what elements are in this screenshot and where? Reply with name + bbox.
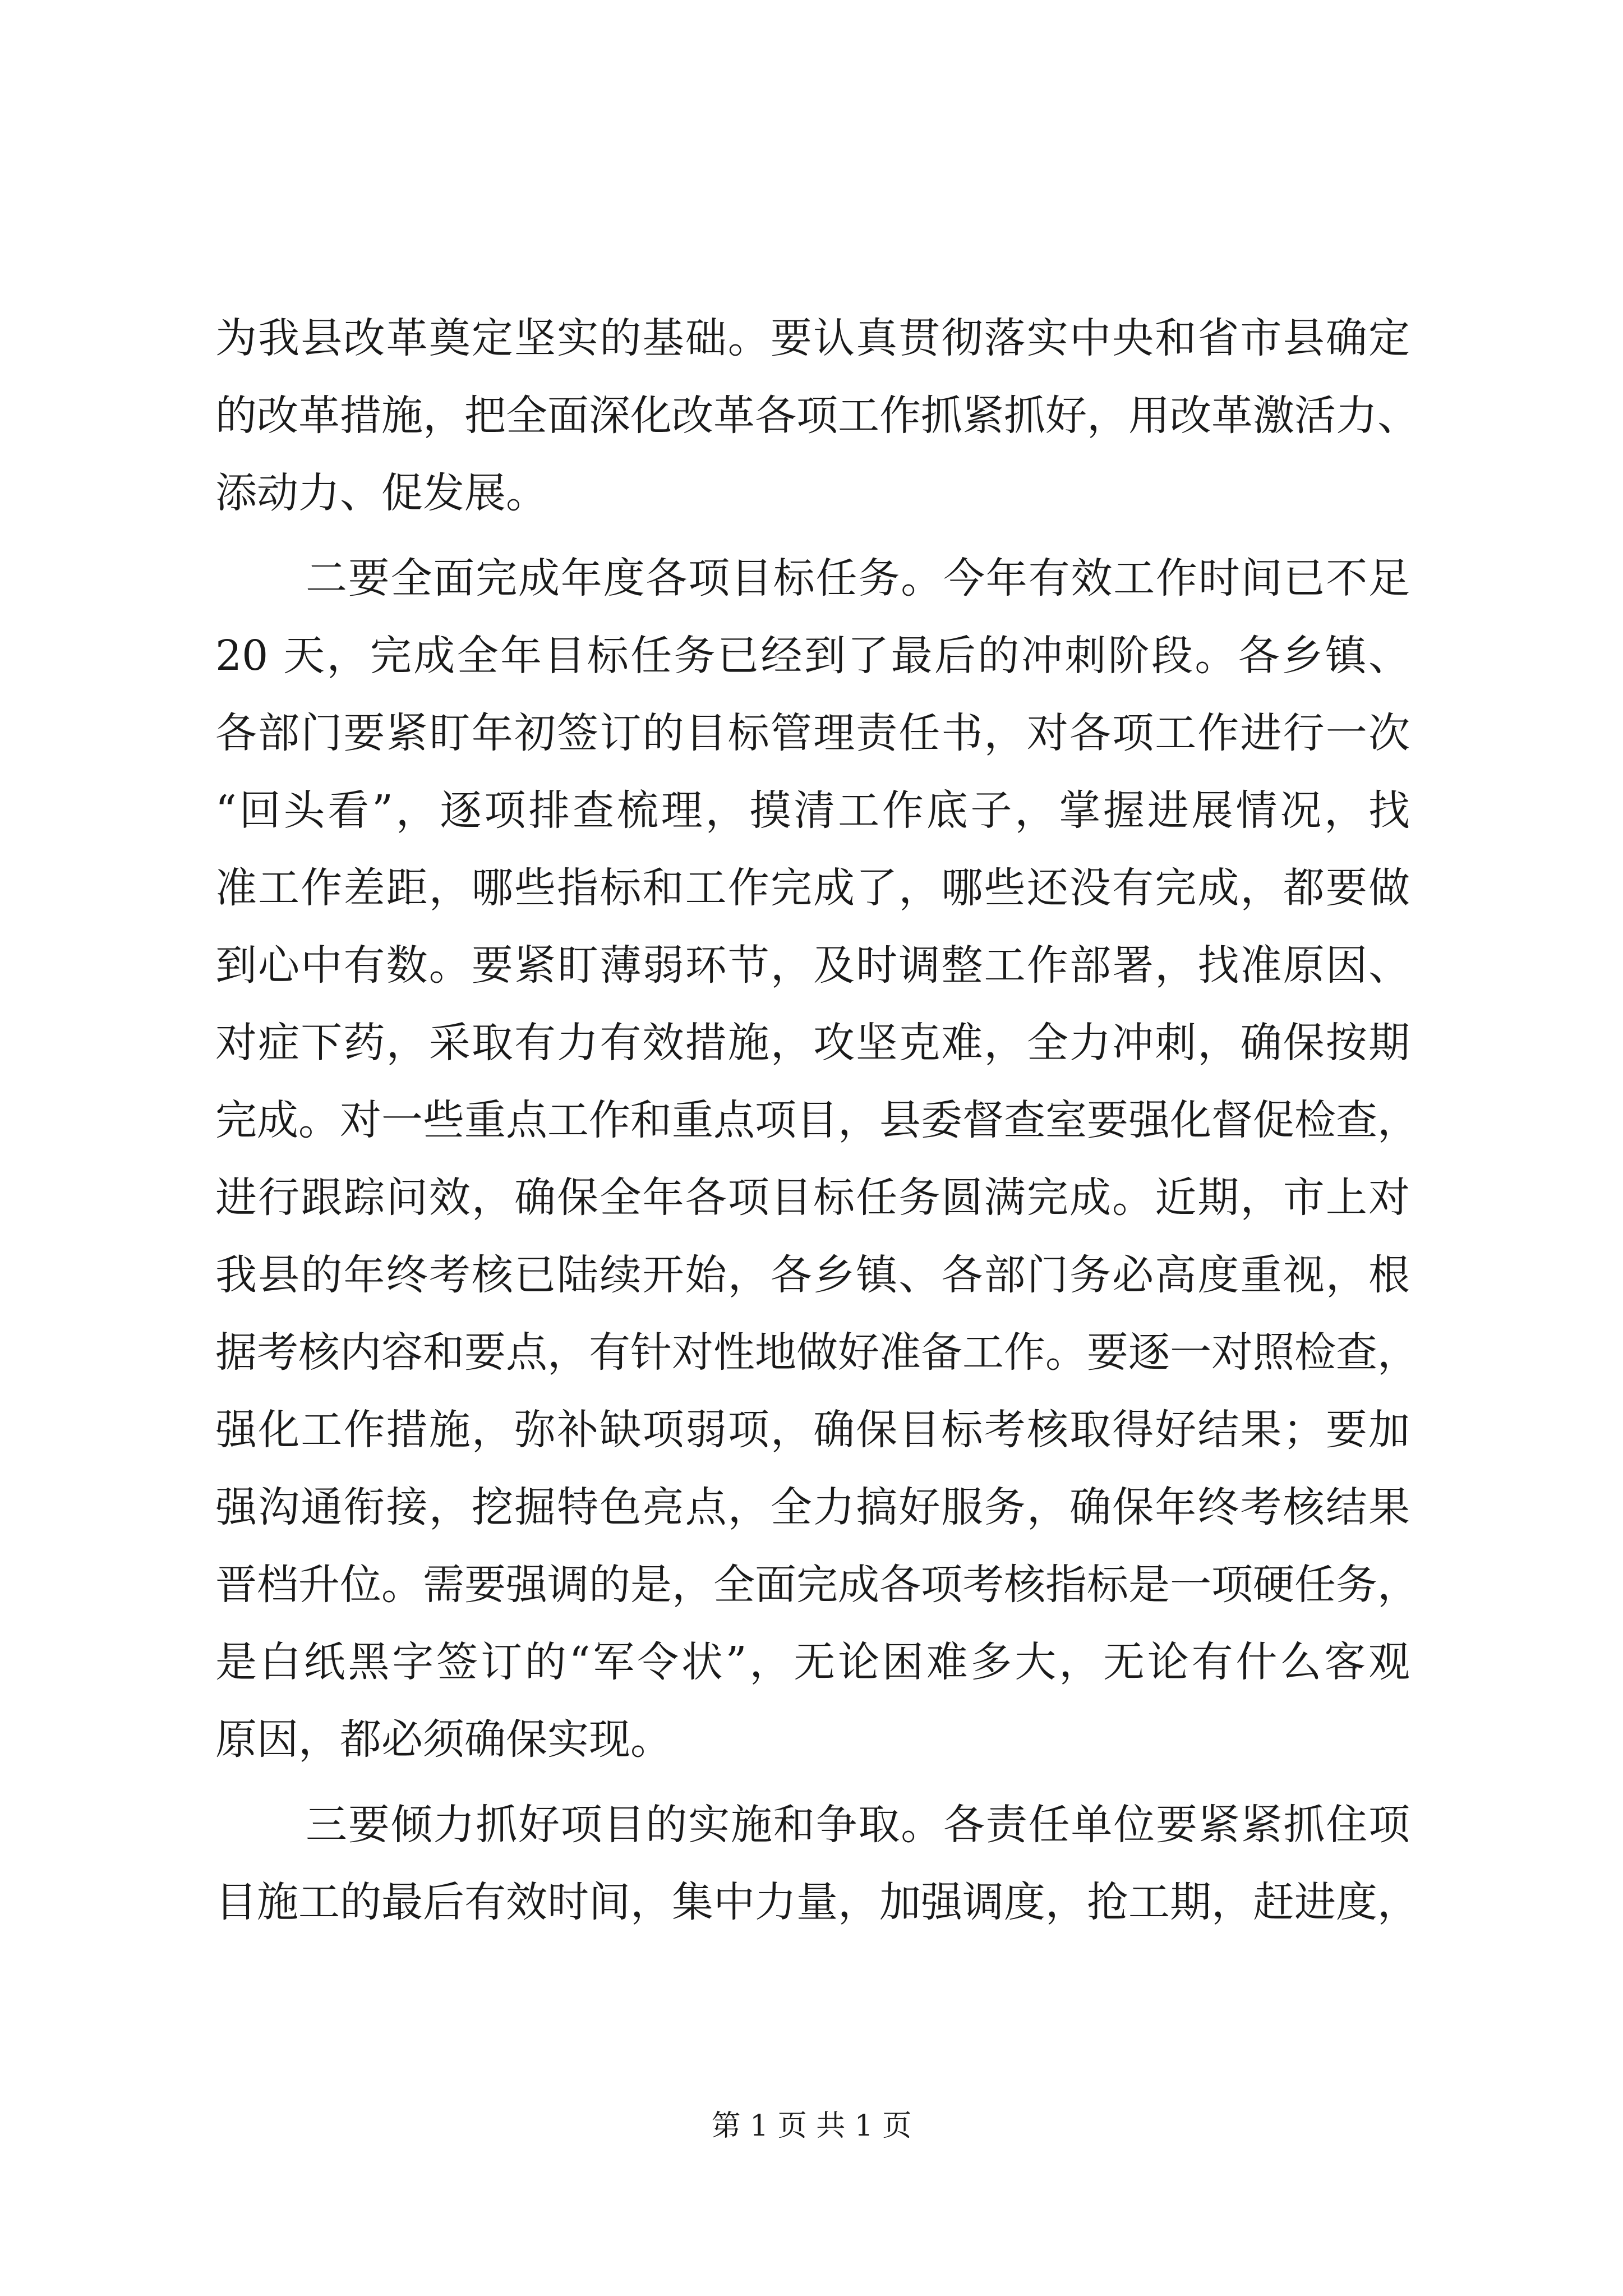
text-line: 进行跟踪问效，确保全年各项目标任务圆满完成。近期，市上对 [215, 1174, 1410, 1222]
text-line: 完成。对一些重点工作和重点项目，县委督查室要强化督促检查， [215, 1096, 1419, 1144]
page-footer: 第 1 页 共 1 页 [711, 2109, 912, 2143]
text-line: 添动力、促发展。 [215, 469, 547, 517]
text-line: 到心中有数。要紧盯薄弱环节，及时调整工作部署，找准原因、 [215, 941, 1410, 990]
text-line: 是白纸黑字签订的“军令状”，无论困难多大，无论有什么客观 [215, 1638, 1410, 1686]
text-line: 对症下药，采取有力有效措施，攻坚克难，全力冲刺，确保按期 [215, 1019, 1410, 1067]
text-line: 目施工的最后有效时间，集中力量，加强调度，抢工期，赶进度， [215, 1878, 1419, 1926]
text-line: 晋档升位。需要强调的是，全面完成各项考核指标是一项硬任务， [215, 1561, 1419, 1609]
text-line: 为我县改革奠定坚实的基础。要认真贯彻落实中央和省市县确定 [215, 314, 1410, 362]
paragraph-start-line: 二要全面完成年度各项目标任务。今年有效工作时间已不足 [306, 554, 1410, 602]
text-line: “回头看”，逐项排查梳理，摸清工作底子，掌握进展情况，找 [215, 786, 1410, 835]
text-line: 各部门要紧盯年初签订的目标管理责任书，对各项工作进行一次 [215, 709, 1410, 757]
text-line: 强化工作措施，弥补缺项弱项，确保目标考核取得好结果；要加 [215, 1406, 1410, 1454]
text-line: 据考核内容和要点，有针对性地做好准备工作。要逐一对照检查， [215, 1328, 1419, 1377]
text-line: 原因，都必须确保实现。 [215, 1715, 672, 1764]
text-line: 20 天，完成全年目标任务已经到了最后的冲刺阶段。各乡镇、 [215, 632, 1410, 680]
text-line: 我县的年终考核已陆续开始，各乡镇、各部门务必高度重视，根 [215, 1251, 1410, 1299]
text-line: 强沟通衔接，挖掘特色亮点，全力搞好服务，确保年终考核结果 [215, 1483, 1410, 1531]
text-line: 的改革措施，把全面深化改革各项工作抓紧抓好，用改革激活力、 [215, 392, 1419, 440]
text-line: 准工作差距，哪些指标和工作完成了，哪些还没有完成，都要做 [215, 864, 1410, 912]
paragraph-start-line: 三要倾力抓好项目的实施和争取。各责任单位要紧紧抓住项 [306, 1801, 1410, 1849]
